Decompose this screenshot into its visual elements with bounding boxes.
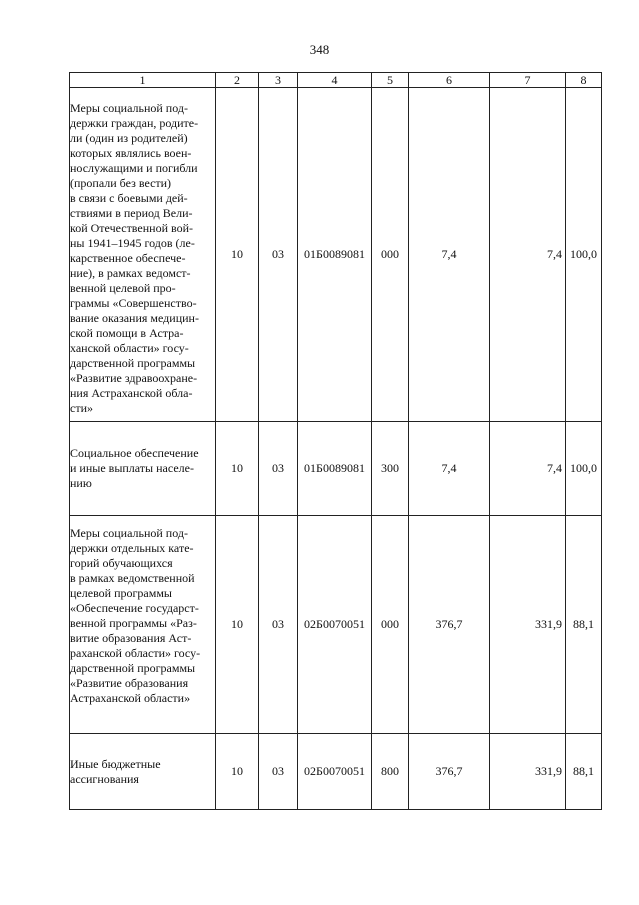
table-row (70, 516, 602, 734)
header-cell: 2 (216, 73, 259, 88)
description-line: целевой программы (70, 586, 172, 600)
row-description (70, 516, 216, 734)
target-article-cell: 01Б0089081 (298, 422, 372, 516)
description-line: венной целевой про- (70, 281, 176, 295)
target-article-cell: 02Б0070051 (298, 516, 372, 734)
planned-cell: 7,4 (409, 422, 490, 516)
planned-cell: 376,7 (409, 516, 490, 734)
description-line: ния Астраханской обла- (70, 386, 193, 400)
description-line: в связи с боевыми дей- (70, 191, 188, 205)
expense-type-cell: 300 (372, 422, 409, 516)
description-line: ассигнования (70, 771, 139, 786)
description-line: которых являлись воен- (70, 146, 192, 160)
description-line: нослужащими и погибли (70, 161, 198, 175)
description-line: и иные выплаты населе- (70, 461, 194, 475)
description-line: Меры социальной под- (70, 526, 188, 540)
description-line: венной программы «Раз- (70, 616, 197, 630)
planned-cell: 376,7 (409, 734, 490, 810)
description-line: ли (один из родителей) (70, 131, 188, 145)
executed-cell: 7,4 (490, 88, 566, 422)
description-line: граммы «Совершенство- (70, 296, 197, 310)
header-cell: 1 (70, 73, 216, 88)
header-cell: 5 (372, 73, 409, 88)
expense-type-cell: 000 (372, 88, 409, 422)
description-line: кой Отечественной вой- (70, 221, 193, 235)
subsection-cell: 03 (259, 734, 298, 810)
section-cell: 10 (216, 88, 259, 422)
executed-cell: 331,9 (490, 734, 566, 810)
percent-cell: 88,1 (566, 734, 602, 810)
subsection-cell: 03 (259, 422, 298, 516)
description-line: дарственной программы (70, 661, 196, 675)
target-article-cell: 01Б0089081 (298, 88, 372, 422)
executed-cell: 331,9 (490, 516, 566, 734)
description-line: держки отдельных кате- (70, 541, 194, 555)
executed-cell: 7,4 (490, 422, 566, 516)
section-cell: 10 (216, 516, 259, 734)
description-line: Социальное обеспечение (70, 446, 199, 460)
description-line: в рамках ведомственной (70, 571, 195, 585)
description-line: сти» (70, 401, 93, 415)
header-cell: 6 (409, 73, 490, 88)
description-line: «Обеспечение государст- (70, 601, 199, 615)
description-line: дарственной программы (70, 356, 196, 370)
section-cell: 10 (216, 422, 259, 516)
table-row (70, 734, 602, 810)
expense-type-cell: 800 (372, 734, 409, 810)
row-description (70, 422, 216, 516)
percent-cell: 88,1 (566, 516, 602, 734)
description-line: раханской области» госу- (70, 646, 201, 660)
header-row (70, 73, 602, 88)
description-line: ны 1941–1945 годов (ле- (70, 236, 195, 250)
header-cell: 3 (259, 73, 298, 88)
expense-type-cell: 000 (372, 516, 409, 734)
table-row (70, 88, 602, 422)
description-line: (пропали без вести) (70, 176, 172, 190)
description-line: Меры социальной под- (70, 101, 188, 115)
budget-table (69, 72, 602, 810)
description-line: витие образования Аст- (70, 631, 192, 645)
header-cell: 4 (298, 73, 372, 88)
description-line: ствиями в период Вели- (70, 206, 193, 220)
table-row (70, 422, 602, 516)
description-line: ние), в рамках ведомст- (70, 266, 191, 280)
page-number: 348 (309, 42, 330, 57)
description-line: «Развитие образования (70, 676, 189, 690)
percent-cell: 100,0 (566, 88, 602, 422)
target-article-cell: 02Б0070051 (298, 734, 372, 810)
subsection-cell: 03 (259, 88, 298, 422)
description-line: нию (70, 476, 92, 490)
description-line: Иные бюджетные (70, 756, 161, 771)
section-cell: 10 (216, 734, 259, 810)
description-line: Астраханской области» (70, 691, 191, 705)
description-line: вание оказания медицин- (70, 311, 199, 325)
description-line: «Развитие здравоохране- (70, 371, 198, 385)
subsection-cell: 03 (259, 516, 298, 734)
description-line: карственное обеспече- (70, 251, 186, 265)
header-cell: 8 (566, 73, 602, 88)
planned-cell: 7,4 (409, 88, 490, 422)
row-description (70, 734, 216, 810)
description-line: ханской области» госу- (70, 341, 189, 355)
description-line: горий обучающихся (70, 556, 173, 570)
description-line: ской помощи в Астра- (70, 326, 184, 340)
header-cell: 7 (490, 73, 566, 88)
description-line: держки граждан, родите- (70, 116, 199, 130)
row-description (70, 88, 216, 422)
percent-cell: 100,0 (566, 422, 602, 516)
